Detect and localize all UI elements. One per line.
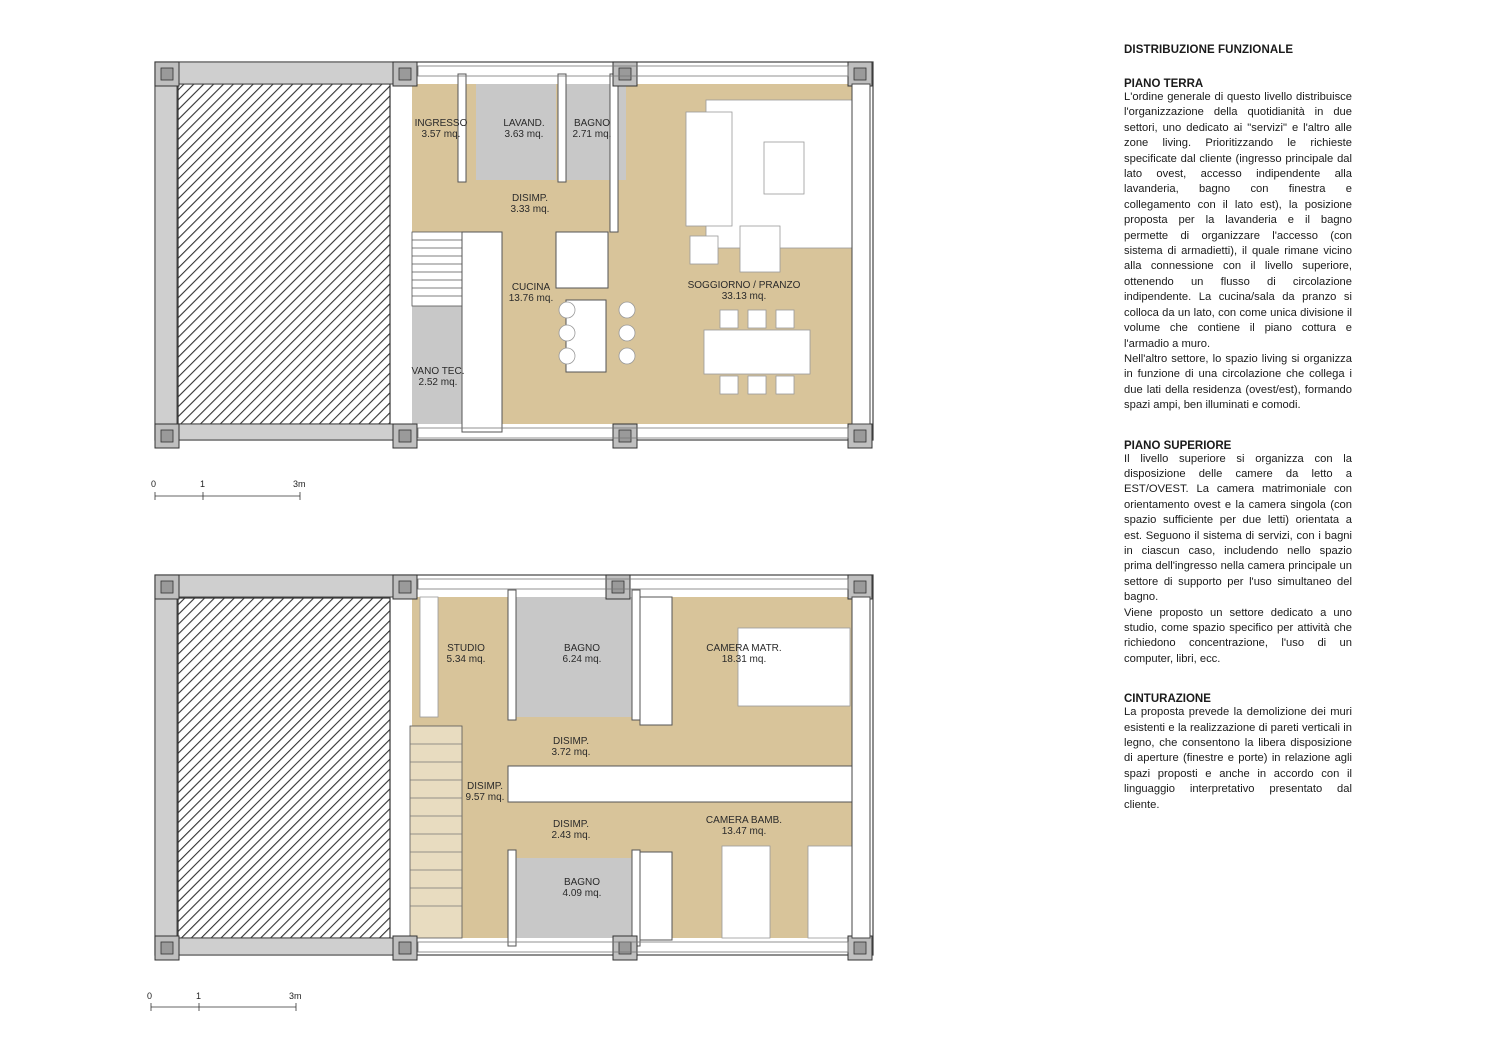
room-name: DISIMP. <box>467 781 503 792</box>
section-piano-terra <box>1124 78 1352 414</box>
room-area: 9.57 mq. <box>465 792 505 803</box>
scale-label: 0 <box>147 991 153 1001</box>
room-name: STUDIO <box>447 643 485 654</box>
section-piano-superiore <box>1124 440 1352 668</box>
room-area: 3.72 mq. <box>551 747 591 758</box>
scale-label: 1 <box>200 479 206 489</box>
upper-floor-plan <box>147 575 873 1011</box>
room-area: 3.33 mq. <box>510 204 550 215</box>
stair-ground <box>412 232 462 306</box>
scale-label: 3m <box>293 479 306 489</box>
existing-volume-hatch <box>178 598 390 938</box>
room-name: CAMERA MATR. <box>706 643 782 654</box>
room-area: 13.76 mq. <box>508 293 554 304</box>
scale-label: 3m <box>289 991 302 1001</box>
section-paragraph: Viene proposto un settore dedicato a uno studio, come spazio specifico per attività che richiedono concentrazione, l'uso di un computer, libri, ecc. <box>1124 606 1352 665</box>
room-name: DISIMP. <box>553 736 589 747</box>
section-paragraph: Il livello superiore si organizza con la disposizione delle camere da letto a EST/OVEST. La camera matrimoniale con orientamento ovest e la camera singola (con spazio sufficiente per due letti) orientata a est. Seguono il sistema di servizi, con i bagni in ciascun caso, includendo nello spazio prima dell'ingresso nella camera principale un settore di supporto per l'uso simultaneo del bagno. <box>1124 452 1352 604</box>
room-area: 3.57 mq. <box>421 129 461 140</box>
room-name: LAVAND. <box>503 118 545 129</box>
room-name: BAGNO <box>573 118 611 129</box>
room-area: 6.24 mq. <box>562 654 602 665</box>
room-area: 2.71 mq. <box>572 129 612 140</box>
section-paragraph: L'ordine generale di questo livello distribuisce l'organizzazione della quotidianità in due settori, uno dedicato ai "servizi" e l'altro alle zone living. Prioritizzando le richieste specificate dal cliente (ingresso principale dal lato ovest, accesso indipendente alla lavanderia, bagno con finestra e collegamento con il lato est), la posizione proposta per la lavanderia e il bagno permette di organizzare l'accesso (con sistema di armadietti), il quale rimane vicino alla connessione con il livello superiore, ottenendo un flusso di circolazione indipendente. La cucina/sala da pranzo si colloca da un lato, con come unica divisione il volume che contiene il piano cottura e l'armadio a muro. <box>1124 91 1352 350</box>
section-paragraph: La proposta prevede la demolizione dei muri esistenti e la realizzazione di pareti verticali in legno, che consentono la libera disposizione di aperture (finestre e porte) in relazione agli spazi proposti e anche in accordo con il linguaggio interpretativo presentato dal cliente. <box>1124 706 1352 811</box>
room-name: CAMERA BAMB. <box>705 815 783 826</box>
room-name: BAGNO <box>563 643 601 654</box>
room-area: 18.31 mq. <box>721 654 767 665</box>
room-name: CUCINA <box>511 282 551 293</box>
section-cinturazione <box>1124 693 1352 813</box>
room-name: VANO TEC. <box>411 366 465 377</box>
room-name: DISIMP. <box>553 819 589 830</box>
ground-floor-plan <box>151 62 873 500</box>
section-heading: PIANO SUPERIORE <box>1124 439 1232 452</box>
room-area: 4.09 mq. <box>562 888 602 899</box>
room-name: DISIMP. <box>512 193 548 204</box>
room-area: 5.34 mq. <box>446 654 486 665</box>
section-heading: CINTURAZIONE <box>1124 693 1211 706</box>
scale-label: 0 <box>151 479 157 489</box>
room-area: 3.63 mq. <box>504 129 544 140</box>
room-name: BAGNO <box>563 877 601 888</box>
technical-room <box>412 306 462 424</box>
room-area: 2.43 mq. <box>551 830 591 841</box>
room-name: INGRESSO <box>414 118 468 129</box>
room-area: 2.52 mq. <box>418 377 458 388</box>
scale-label: 1 <box>196 991 202 1001</box>
section-heading: PIANO TERRA <box>1124 78 1204 90</box>
existing-volume-hatch <box>178 84 390 424</box>
room-area: 33.13 mq. <box>721 291 767 302</box>
scale-bar-upper <box>147 991 302 1011</box>
panel-title: DISTRIBUZIONE FUNZIONALE <box>1124 44 1294 56</box>
scale-bar-ground <box>151 479 306 500</box>
room-area: 13.47 mq. <box>721 826 767 837</box>
room-name: SOGGIORNO / PRANZO <box>687 280 801 291</box>
section-paragraph: Nell'altro settore, lo spazio living si organizza in funzione di una circolazione che collega i due lati della residenza (ovest/est), formando spazi ampi, ben illuminati e comodi. <box>1124 352 1352 412</box>
text-panel <box>1124 44 1352 839</box>
